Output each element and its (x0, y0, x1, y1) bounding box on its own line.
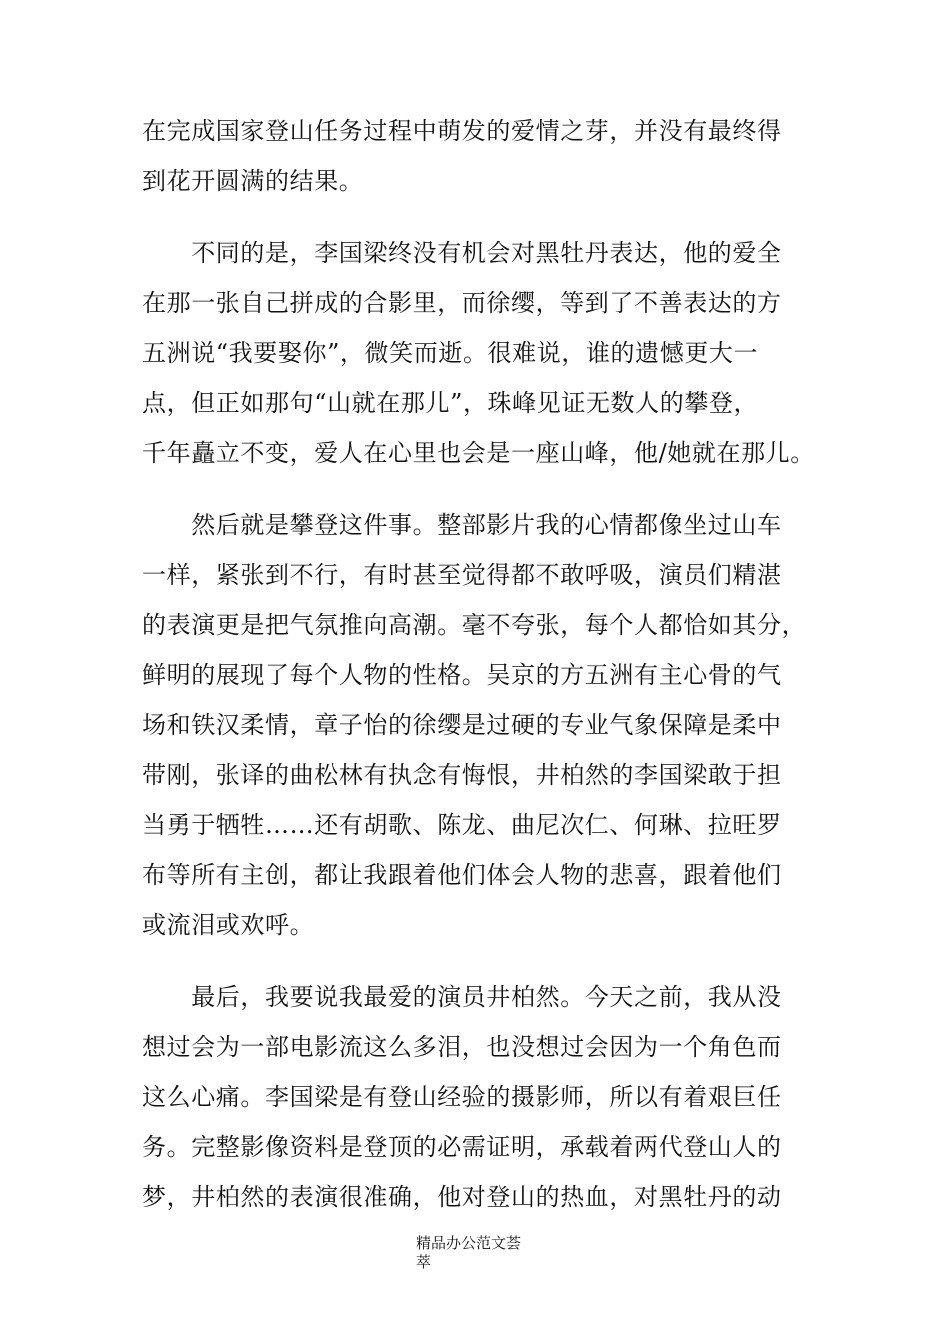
footer-text-line-2: 萃 (416, 1253, 432, 1271)
text-line: 鲜明的展现了每个人物的性格。吴京的方五洲有主心骨的气 (142, 661, 782, 689)
body-text (142, 106, 842, 1244)
text-line: 最后，我要说我最爱的演员井柏然。今天之前，我从没 (142, 983, 782, 1011)
text-line: 务。完整影像资料是登顶的必需证明，承载着两代登山人的 (142, 1133, 782, 1161)
text-line: 梦，井柏然的表演很准确，他对登山的热血，对黑牡丹的动 (142, 1183, 782, 1211)
text-line: 五洲说“我要娶你”，微笑而逝。很难说，谁的遗憾更大一 (142, 339, 759, 367)
text-line: 到花开圆满的结果。 (142, 167, 364, 195)
paragraph-1 (142, 106, 842, 206)
text-line: 然后就是攀登这件事。整部影片我的心情都像坐过山车 (142, 511, 782, 539)
page-footer (416, 1234, 556, 1272)
text-line: 这么心痛。李国梁是有登山经验的摄影师，所以有着艰巨任 (142, 1083, 782, 1111)
text-line: 在那一张自己拼成的合影里，而徐缨，等到了不善表达的方 (142, 289, 782, 317)
text-line: 带刚，张译的曲松林有执念有悔恨，井柏然的李国梁敢于担 (142, 761, 782, 789)
footer-text-line-1: 精品办公范文荟 (416, 1234, 522, 1252)
text-line: 的表演更是把气氛推向高潮。毫不夸张，每个人都恰如其分， (142, 611, 807, 639)
text-line: 点，但正如那句“山就在那儿”，珠峰见证无数人的攀登， (142, 389, 759, 417)
text-line: 不同的是，李国梁终没有机会对黑牡丹表达，他的爱全 (142, 239, 782, 267)
text-line: 在完成国家登山任务过程中萌发的爱情之芽，并没有最终得 (142, 117, 782, 145)
text-line: 一样，紧张到不行，有时甚至觉得都不敢呼吸，演员们精湛 (142, 561, 782, 589)
text-line: 想过会为一部电影流这么多泪，也没想过会因为一个角色而 (142, 1033, 782, 1061)
paragraph-4 (142, 972, 842, 1222)
paragraph-2 (142, 228, 842, 478)
text-line: 场和铁汉柔情，章子怡的徐缨是过硬的专业气象保障是柔中 (142, 711, 782, 739)
text-line: 或流泪或欢呼。 (142, 911, 315, 939)
text-line: 当勇于牺牲……还有胡歌、陈龙、曲尼次仁、何琳、拉旺罗 (142, 811, 782, 839)
paragraph-3 (142, 500, 842, 950)
text-line: 千年矗立不变，爱人在心里也会是一座山峰，他/她就在那儿。 (142, 439, 815, 467)
text-line: 布等所有主创，都让我跟着他们体会人物的悲喜，跟着他们 (142, 861, 782, 889)
